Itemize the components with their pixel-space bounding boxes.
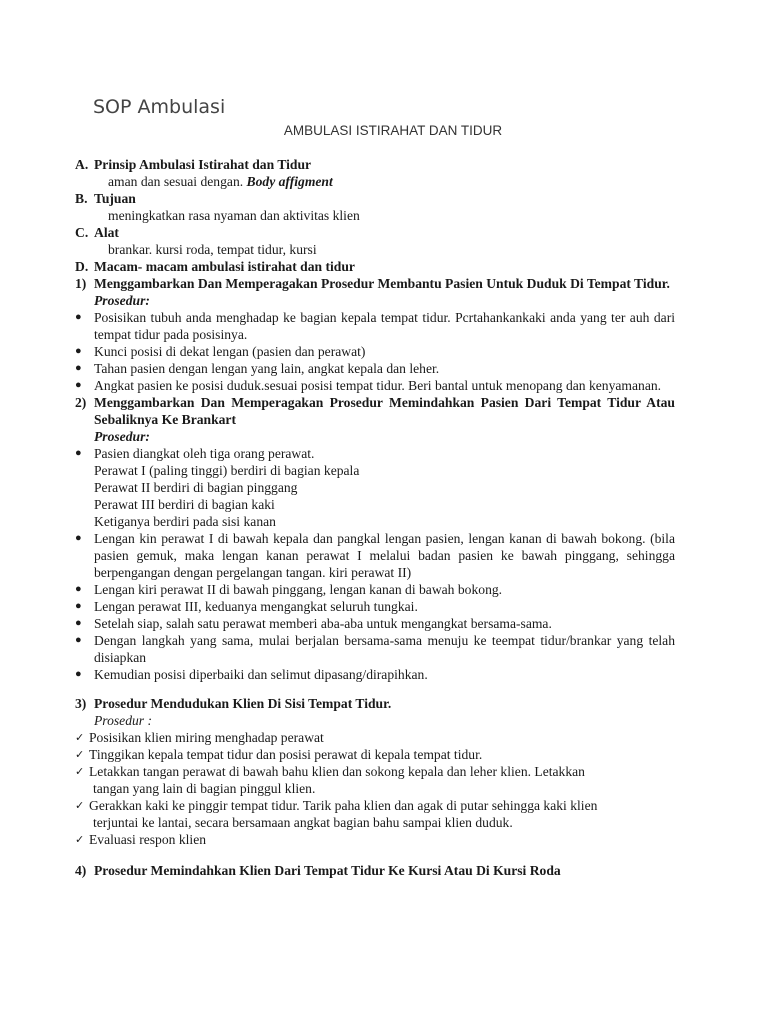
list-item: ● Lengan perawat III, keduanya mengangkat seluruh tungkai. [75,599,418,614]
check-mark-icon: ✓ [75,731,85,744]
bullet-dot-icon: ● [75,362,82,374]
list-item: ✓ Evaluasi respon klien [75,832,207,847]
list-item: ● Dengan langkah yang sama, mulai berjalan bersama-sama menuju ke teempat tidur/brankar yang telah disiapkan [75,633,675,665]
body-affigment-term: Body affigment [246,174,333,189]
list-item: ● Setelah siap, salah satu perawat memberi aba-aba untuk mengangkat bersama-sama. [75,616,552,631]
section-a-heading: A. Prinsip Ambulasi Istirahat dan Tidur [75,157,312,172]
list-item: ● Pasien diangkat oleh tiga orang perawat. [75,446,315,461]
document-subtitle: AMBULASI ISTIRAHAT DAN TIDUR [283,123,503,138]
bullet-dot-icon: ● [75,600,82,612]
section-b-text: meningkatkan rasa nyaman dan aktivitas klien [108,208,360,223]
list-item: ✓ Gerakkan kaki ke pinggir tempat tidur. Tarik paha klien dan agak di putar sehingga kaki klien terjuntai ke lantai, secara bersamaan angkat bagian bahu sampai klien duduk. [75,798,598,830]
bullet-dot-icon: ● [75,532,82,544]
sub-line: Perawat I (paling tinggi) berdiri di bagian kepala [94,463,360,478]
bullet-dot-icon: ● [75,345,82,357]
bullet-dot-icon: ● [75,668,82,680]
section-a-text: aman dan sesuai dengan. Body affigment [108,174,333,189]
procedure-2-title: 2) Menggambarkan Dan Memperagakan Prosedur Memindahkan Pasien Dari Tempat Tidur Atau Sebaliknya Ke Brankart [75,395,675,427]
procedure-3-label: Prosedur : [94,713,153,728]
list-item: ✓ Tinggikan kepala tempat tidur dan posisi perawat di kepala tempat tidur. [75,747,483,762]
procedure-4-title: 4) Prosedur Memindahkan Klien Dari Tempat Tidur Ke Kursi Atau Di Kursi Roda [75,863,561,878]
procedure-1-title: 1) Menggambarkan Dan Memperagakan Prosedur Membantu Pasien Untuk Duduk Di Tempat Tidur. [75,276,670,291]
check-mark-icon: ✓ [75,765,85,778]
sub-line: Perawat II berdiri di bagian pinggang [94,480,298,495]
section-b-heading: B. Tujuan [75,191,136,206]
list-item: ● Lengan kiri perawat II di bawah pinggang, lengan kanan di bawah bokong. [75,582,503,597]
list-item: ✓ Letakkan tangan perawat di bawah bahu klien dan sokong kepala dan leher klien. Letakkan tangan yang lain di bagian pinggul klien. [75,764,585,796]
section-d-heading: D. Macam- macam ambulasi istirahat dan tidur [75,259,355,274]
list-item: ● Tahan pasien dengan lengan yang lain, angkat kepala dan leher. [75,361,440,376]
check-mark-icon: ✓ [75,833,85,846]
section-c-heading: C. Alat [75,225,119,240]
procedure-3-title: 3) Prosedur Mendudukan Klien Di Sisi Tempat Tidur. [75,696,392,711]
procedure-1-label: Prosedur: [94,293,150,308]
bullet-dot-icon: ● [75,634,82,646]
bullet-dot-icon: ● [75,617,82,629]
bullet-dot-icon: ● [75,583,82,595]
bullet-dot-icon: ● [75,379,82,391]
list-item: ● Posisikan tubuh anda menghadap ke bagian kepala tempat tidur. Pcrtahankankaki anda yang ter auh dari tempat tidur pada posisinya. [75,310,675,342]
sub-line: Ketiganya berdiri pada sisi kanan [94,514,276,529]
check-mark-icon: ✓ [75,748,85,761]
document-body [75,156,675,879]
section-c-text: brankar. kursi roda, tempat tidur, kursi [108,242,317,257]
list-item: ● Lengan kin perawat I di bawah kepala dan pangkal lengan pasien, lengan kanan di bawah bokong. (bila pasien gemuk, maka lengan kanan perawat I melalui badan pasien ke bawah pinggang, sehingga berpengangan dengan pergelangan tangan. kiri perawat II) [75,531,675,580]
bullet-dot-icon: ● [75,311,82,323]
list-item: ● Kunci posisi di dekat lengan (pasien dan perawat) [75,344,366,359]
list-item: ✓ Posisikan klien miring menghadap perawat [75,730,324,745]
sub-line: Perawat III berdiri di bagian kaki [94,497,275,512]
check-mark-icon: ✓ [75,799,85,812]
list-item: ● Angkat pasien ke posisi duduk.sesuai posisi tempat tidur. Beri bantal untuk menopang dan kenyamanan. [75,378,662,393]
document-title: SOP Ambulasi [93,96,226,118]
list-item: ● Kemudian posisi diperbaiki dan selimut dipasang/dirapihkan. [75,667,428,682]
procedure-2-label: Prosedur: [94,429,150,444]
bullet-dot-icon: ● [75,447,82,459]
